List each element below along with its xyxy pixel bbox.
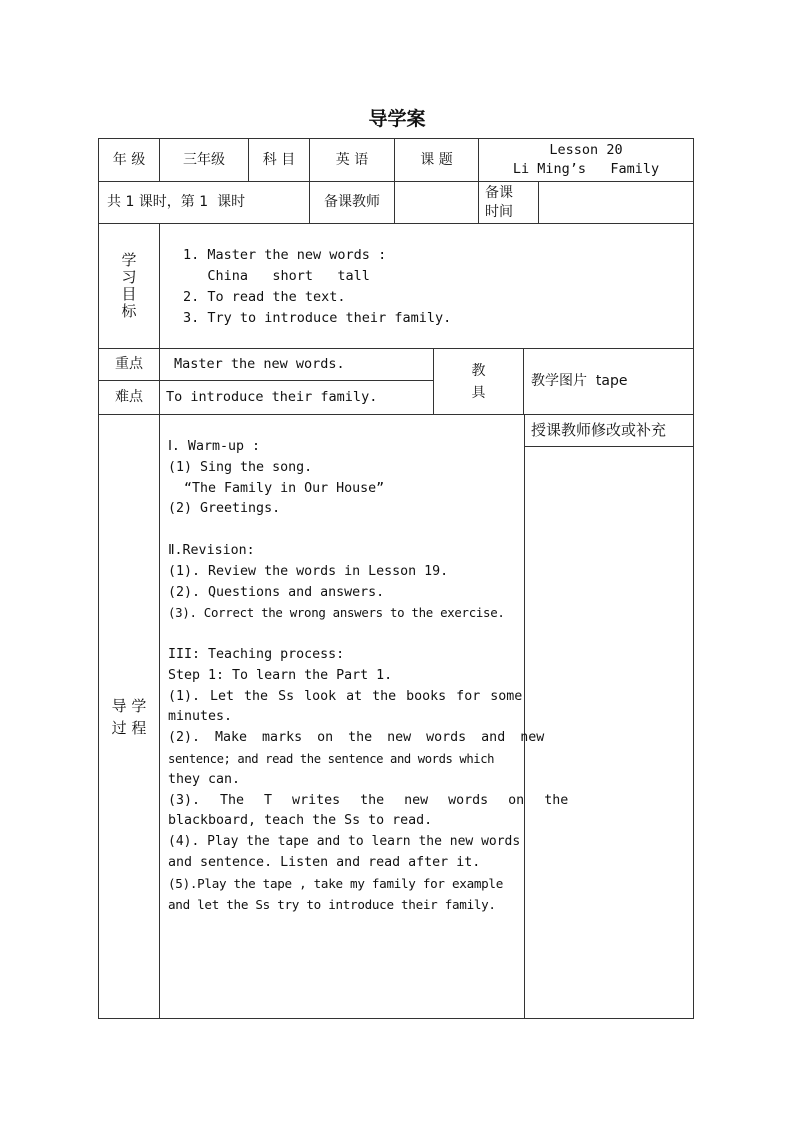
objective-line: 3. Try to introduce their family. xyxy=(183,310,452,326)
process-line: (2). Questions and answers. xyxy=(168,584,385,600)
process-line: (4). Play the tape and to learn the new words xyxy=(168,834,521,850)
prep-time-label-2: 时间 xyxy=(485,203,513,220)
teacher-notes-header: 授课教师修改或补充 xyxy=(531,421,667,439)
process-line: (1). Let the Ss look at the books for some xyxy=(168,688,523,704)
process-line: and let the Ss try to introduce their family. xyxy=(168,896,496,912)
key-point-label: 重点 xyxy=(115,356,143,372)
topic-lesson: Lesson 20 xyxy=(549,142,623,158)
objectives-label-char: 习 xyxy=(121,268,137,286)
process-line: (3). Correct the wrong answers to the exercise. xyxy=(168,605,505,621)
process-line: (3). The T writes the new words on the xyxy=(168,792,569,808)
objectives-label-char: 学 xyxy=(121,251,137,269)
process-line: (2) Greetings. xyxy=(168,501,281,517)
process-line: they can. xyxy=(168,771,241,787)
process-line: Ⅰ. Warm-up : xyxy=(168,439,260,454)
process-line: Ⅱ.Revision: xyxy=(168,542,255,558)
process-line: (2). Make marks on the new words and new xyxy=(168,730,545,746)
process-line: (5).Play the tape , take my family for example xyxy=(168,875,503,891)
process-line: and sentence. Listen and read after it. xyxy=(168,854,481,870)
grade-label: 年 级 xyxy=(112,151,146,168)
grade-value: 三年级 xyxy=(183,151,225,168)
process-line: blackboard, teach the Ss to read. xyxy=(168,813,433,829)
process-line: “The Family in Our House” xyxy=(168,480,385,496)
difficult-point-label: 难点 xyxy=(115,389,143,405)
process-line: sentence; and read the sentence and words which xyxy=(168,751,495,766)
objectives-label xyxy=(119,252,139,320)
process-line xyxy=(168,520,518,541)
tools-label-1: 教 xyxy=(471,362,486,379)
process-line xyxy=(168,624,518,645)
subject-label: 科 目 xyxy=(262,151,296,168)
process-label: 导 学 过 程 xyxy=(111,696,147,737)
period-count: 共 1 课时，第 1 课时 xyxy=(107,194,246,210)
process-line: (1) Sing the song. xyxy=(168,459,313,475)
period-row xyxy=(98,181,694,224)
objectives-label-char: 标 xyxy=(121,302,137,320)
tools-label-2: 具 xyxy=(471,384,486,401)
teacher-label: 备课教师 xyxy=(324,194,380,210)
header-row xyxy=(98,138,694,182)
process-line: minutes. xyxy=(168,709,233,725)
objective-line: China short tall xyxy=(183,268,370,284)
topic-title: Li Ming’s Family xyxy=(512,161,660,177)
topic-label: 课 题 xyxy=(420,151,453,168)
objectives-list xyxy=(183,245,451,329)
process-row xyxy=(98,414,694,1019)
process-line: (1). Review the words in Lesson 19. xyxy=(168,563,449,579)
objectives-label-char: 目 xyxy=(121,285,137,303)
objectives-row xyxy=(98,223,694,349)
prep-time-label-1: 备课 xyxy=(485,184,513,201)
process-line: III: Teaching process: xyxy=(168,646,345,662)
tools-value: 教学图片 tape xyxy=(531,373,628,389)
points-row xyxy=(98,348,694,415)
document-title: 导学案 xyxy=(368,108,426,130)
objective-line: 1. Master the new words : xyxy=(183,247,387,263)
objective-line: 2. To read the text. xyxy=(183,289,346,305)
subject-value: 英 语 xyxy=(335,151,369,168)
difficult-point-value: To introduce their family. xyxy=(166,389,378,405)
key-point-value: Master the new words. xyxy=(174,356,345,372)
process-line: Step 1: To learn the Part 1. xyxy=(168,667,393,683)
process-content xyxy=(168,437,569,915)
